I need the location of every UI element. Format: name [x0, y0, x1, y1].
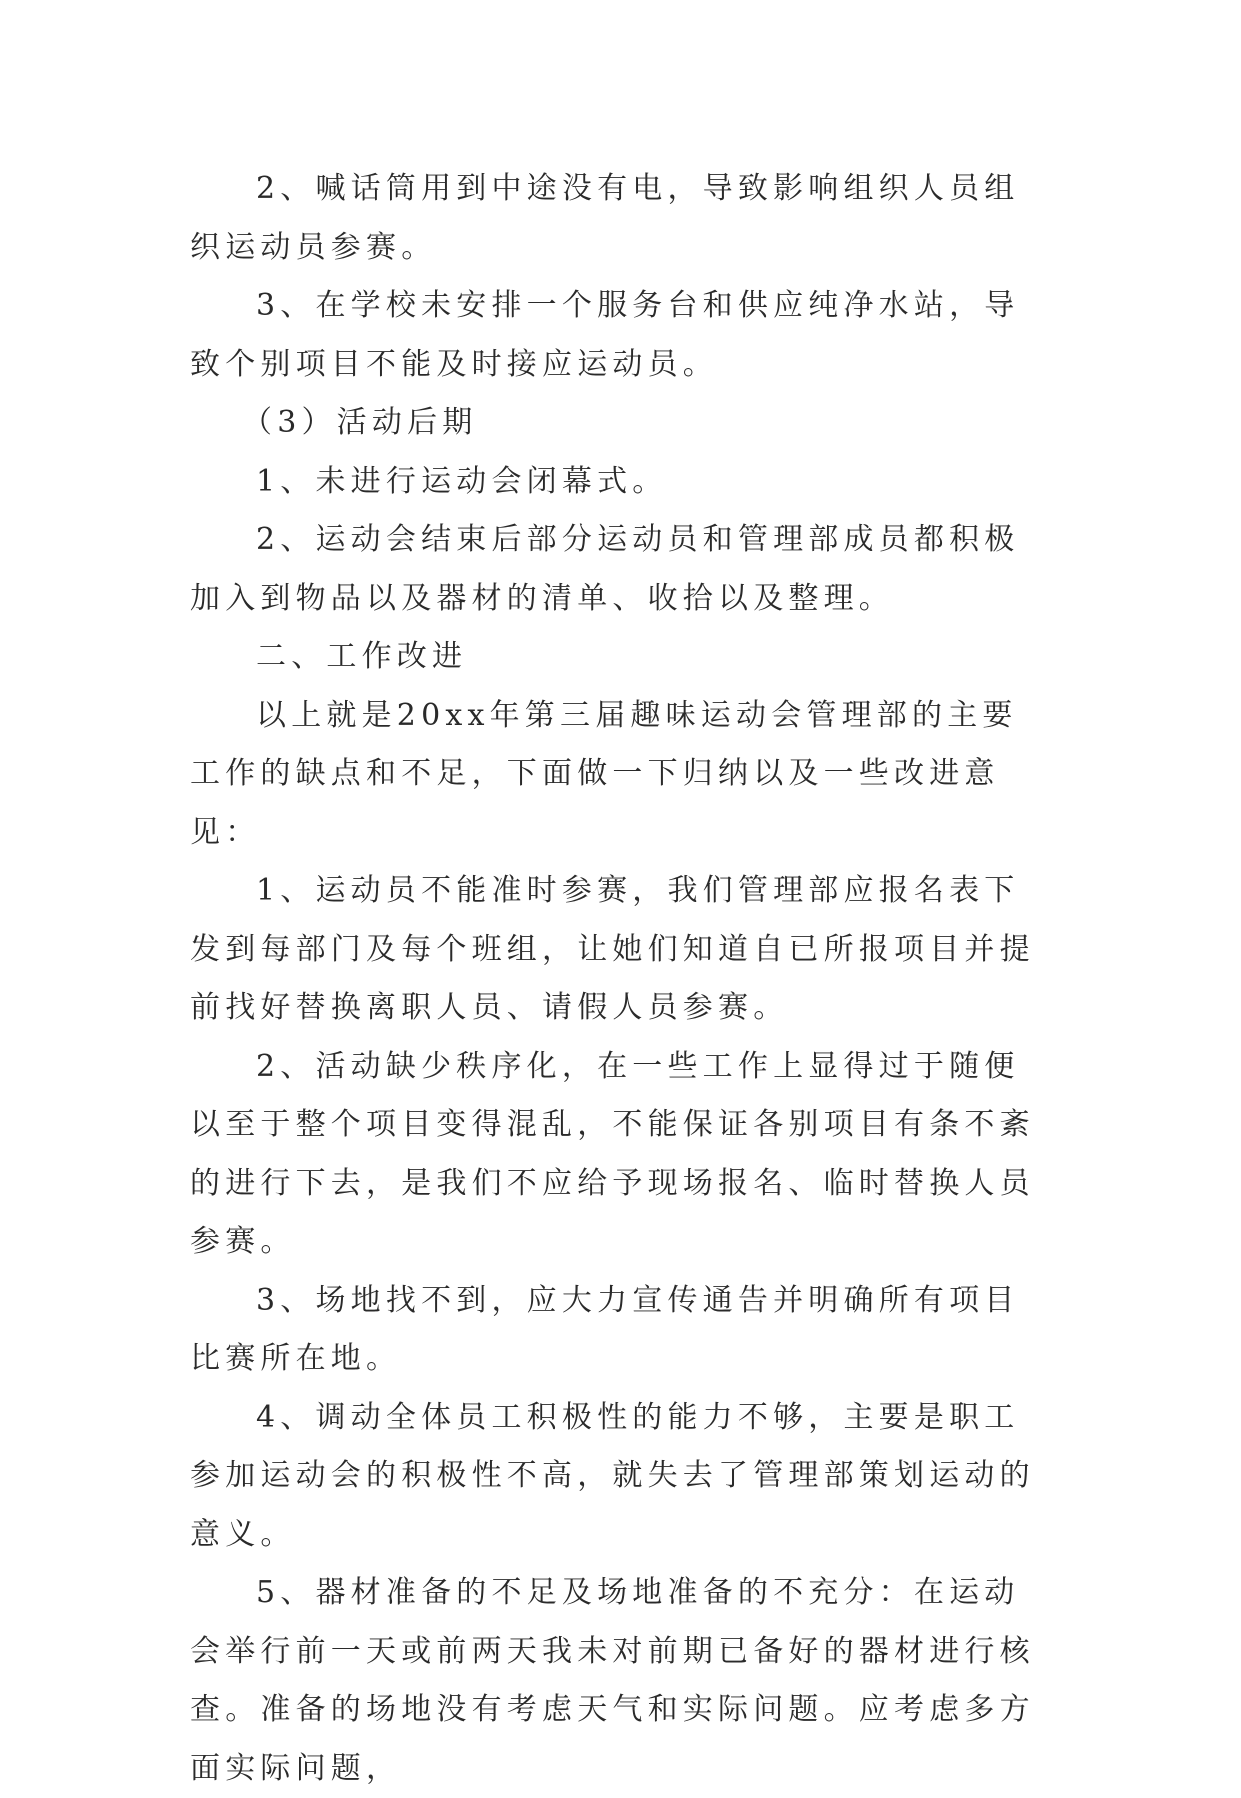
paragraph-improvement-4: 4、调动全体员工积极性的能力不够，主要是职工参加运动会的积极性不高，就失去了管理部策划运动的意义。 [190, 1399, 1035, 1552]
paragraph-closing-ceremony: 1、未进行运动会闭幕式。 [256, 463, 668, 499]
paragraph-improvement-5: 5、器材准备的不足及场地准备的不充分：在运动会举行前一天或前两天我未对前期已备好的器材进行核查。准备的场地没有考虑天气和实际问题。应考虑多方面实际问题， [190, 1575, 1035, 1786]
paragraph-cleanup: 2、运动会结束后部分运动员和管理部成员都积极加入到物品以及器材的清单、收拾以及整理。 [190, 522, 1020, 616]
paragraph-summary: 以上就是20xx年第三届趣味运动会管理部的主要工作的缺点和不足，下面做一下归纳以及一些改进意见： [190, 697, 1018, 850]
paragraph-improvement-3: 3、场地找不到，应大力宣传通告并明确所有项目比赛所在地。 [190, 1282, 1020, 1376]
paragraph-service-desk-issue: 3、在学校未安排一个服务台和供应纯净水站，导致个别项目不能及时接应运动员。 [190, 288, 1020, 382]
section-heading-improvement: 二、工作改进 [256, 639, 468, 674]
paragraph-improvement-2: 2、活动缺少秩序化，在一些工作上显得过于随便以至于整个项目变得混乱，不能保证各别项目有条不紊的进行下去，是我们不应给予现场报名、临时替换人员参赛。 [190, 1048, 1035, 1259]
paragraph-improvement-1: 1、运动员不能准时参赛，我们管理部应报名表下发到每部门及每个班组，让她们知道自已所报项目并提前找好替换离职人员、请假人员参赛。 [190, 873, 1035, 1025]
paragraph-microphone-issue: 2、喊话筒用到中途没有电，导致影响组织人员组织运动员参赛。 [190, 171, 1020, 265]
section-heading-late-stage: （3）活动后期 [242, 405, 478, 440]
document-body [190, 160, 1050, 1798]
